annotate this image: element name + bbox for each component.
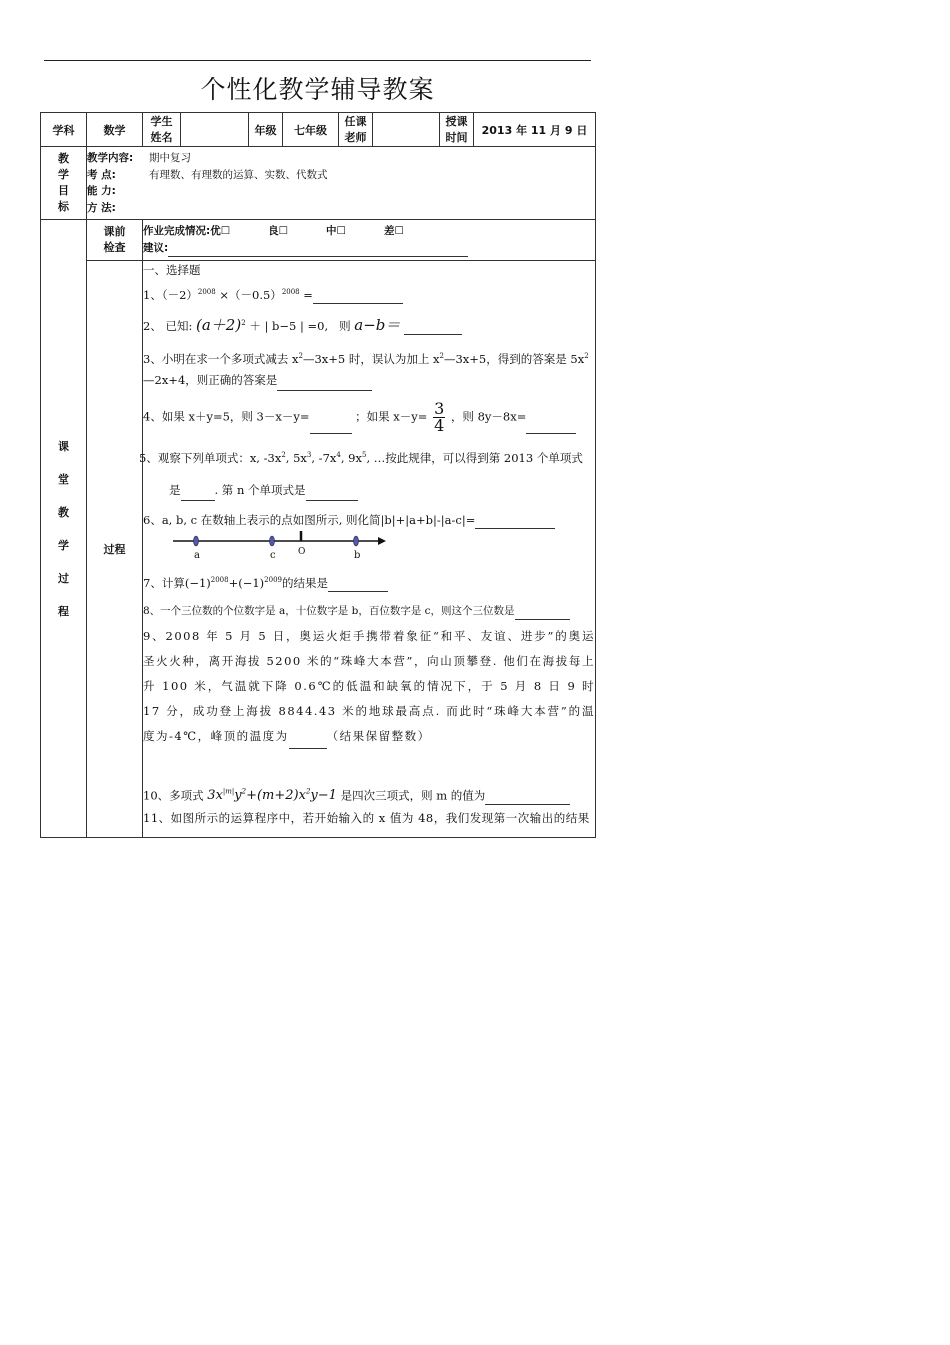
answer-blank[interactable] bbox=[306, 500, 358, 501]
precheck-row bbox=[41, 220, 596, 261]
subject-label: 学科 bbox=[41, 113, 87, 147]
question-2: 2、 已知: $(a+2)^2$ ＋ | b−5 | =0, 则 a−b＝ bbox=[143, 314, 595, 335]
option-good[interactable]: 良☐ bbox=[268, 225, 289, 237]
student-name-field[interactable] bbox=[181, 113, 249, 147]
header-row bbox=[41, 113, 596, 147]
grade-value: 七年级 bbox=[283, 113, 339, 147]
answer-blank[interactable] bbox=[475, 528, 555, 529]
fraction-three-quarters: $\frac{3}{4}$ bbox=[434, 399, 445, 436]
goals-row bbox=[41, 147, 596, 220]
subject-value: 数学 bbox=[87, 113, 143, 147]
answer-blank[interactable] bbox=[404, 334, 462, 335]
answer-blank[interactable] bbox=[277, 390, 372, 391]
number-line bbox=[143, 531, 595, 565]
precheck-label: 课前 检查 bbox=[87, 220, 143, 261]
time-label: 授课 时间 bbox=[440, 113, 474, 147]
question-5: 5、观察下列单项式：x, $-3x^2$, $5x^3$, $-7x^4$, $9x^5$, …按此规律，可以得到第 2013 个单项式 是 . 第 n 个单项式是 bbox=[139, 444, 595, 501]
question-10: 10、多项式 $3x^{|m|}y^2+(m+2)x^2y-1$ 是四次三项式，则 m 的值为 bbox=[143, 783, 595, 805]
question-3: 3、小明在求一个多项式减去 $x^2—3x+5$ 时，误认为加上 $x^2—3x+5$，得到的答案是 $5x^2$ —2x+4，则正确的答案是 bbox=[143, 345, 595, 392]
points-value: 有理数、有理数的运算、实数、代数式 bbox=[149, 168, 328, 181]
process-row bbox=[41, 261, 596, 838]
answer-blank[interactable] bbox=[289, 748, 327, 749]
suggestion-field[interactable] bbox=[168, 256, 468, 257]
page-title: 个性化教学辅导教案 bbox=[200, 75, 435, 104]
answer-blank[interactable] bbox=[313, 303, 403, 304]
option-fair[interactable]: 中☐ bbox=[326, 225, 346, 237]
lesson-date: 2013 年 11 月 9 日 bbox=[474, 113, 596, 147]
question-11: 11、如图所示的运算程序中，若开始输入的 x 值为 48，我们发现第一次输出的结果 bbox=[143, 811, 590, 826]
answer-blank[interactable] bbox=[526, 433, 576, 434]
process-content bbox=[139, 261, 596, 838]
number-line-figure bbox=[168, 531, 398, 565]
answer-blank[interactable] bbox=[310, 433, 352, 434]
teacher-label: 任课 老师 bbox=[339, 113, 373, 147]
answer-blank[interactable] bbox=[328, 591, 388, 592]
goals-side-label: 教 学 目 标 bbox=[41, 147, 87, 220]
teacher-name-field[interactable] bbox=[373, 113, 440, 147]
point-label-a: a bbox=[194, 550, 200, 562]
student-label: 学生 姓名 bbox=[143, 113, 181, 147]
content-value: 期中复习 bbox=[149, 152, 191, 164]
process-label: 过程 bbox=[87, 261, 143, 838]
question-7: 7、计算$(-1)^{2008}+(-1)^{2009}$的结果是 bbox=[143, 571, 595, 592]
grade-label: 年级 bbox=[249, 113, 283, 147]
precheck-content: 作业完成情况:优☐ 良☐ 中☐ 差☐ 建议: bbox=[143, 220, 596, 261]
top-rule bbox=[44, 60, 591, 61]
question-8: 8、一个三位数的个位数字是 a，十位数字是 b，百位数字是 c，则这个三位数是 bbox=[143, 602, 595, 620]
point-label-o: O bbox=[298, 547, 306, 558]
question-4: 4、如果 x＋y=5，则 3－x－y= ；如果 x－y= $\frac{3}{4}$ ，则 8y－8x= bbox=[143, 401, 595, 434]
point-label-b: b bbox=[354, 550, 361, 562]
goals-content: 教学内容: 期中复习 考 点: 有理数、有理数的运算、实数、代数式 能 力: 方 法: bbox=[87, 147, 596, 220]
answer-blank[interactable] bbox=[485, 804, 570, 805]
process-side-label: 课 堂 教 学 过 程 bbox=[41, 220, 87, 838]
option-poor[interactable]: 差☐ bbox=[383, 225, 404, 237]
answer-blank[interactable] bbox=[515, 619, 570, 620]
question-6: 6、a, b, c 在数轴上表示的点如图所示, 则化简|b|+|a+b|-|a-c|= bbox=[143, 511, 595, 529]
question-1: 1、$(-2)^{2008} \times(-0.5)^{2008}$ = bbox=[143, 283, 595, 304]
lesson-plan-table bbox=[40, 112, 596, 838]
question-9: 9、2008 年 5 月 5 日，奥运火炬手携带着象征“和平、友谊、进步”的奥运圣火火种，离开海拔 5200 米的“珠峰大本营”，向山顶攀登. 他们在海拔每上升 100 米，气温就下降 0.6℃的低温和缺氧的情况下，于 5 月 8 日 9 时 17 分，成功登上海拔 8844.43 米的地球最高点. 而此时“珠峰大本营”的温度为-4℃，峰顶的温度为 （结果保留整数） bbox=[143, 624, 595, 749]
option-excellent[interactable]: 优☐ bbox=[210, 225, 231, 237]
section-heading: 一、选择题 bbox=[143, 263, 201, 277]
point-label-c: c bbox=[270, 550, 276, 562]
answer-blank[interactable] bbox=[181, 500, 215, 501]
